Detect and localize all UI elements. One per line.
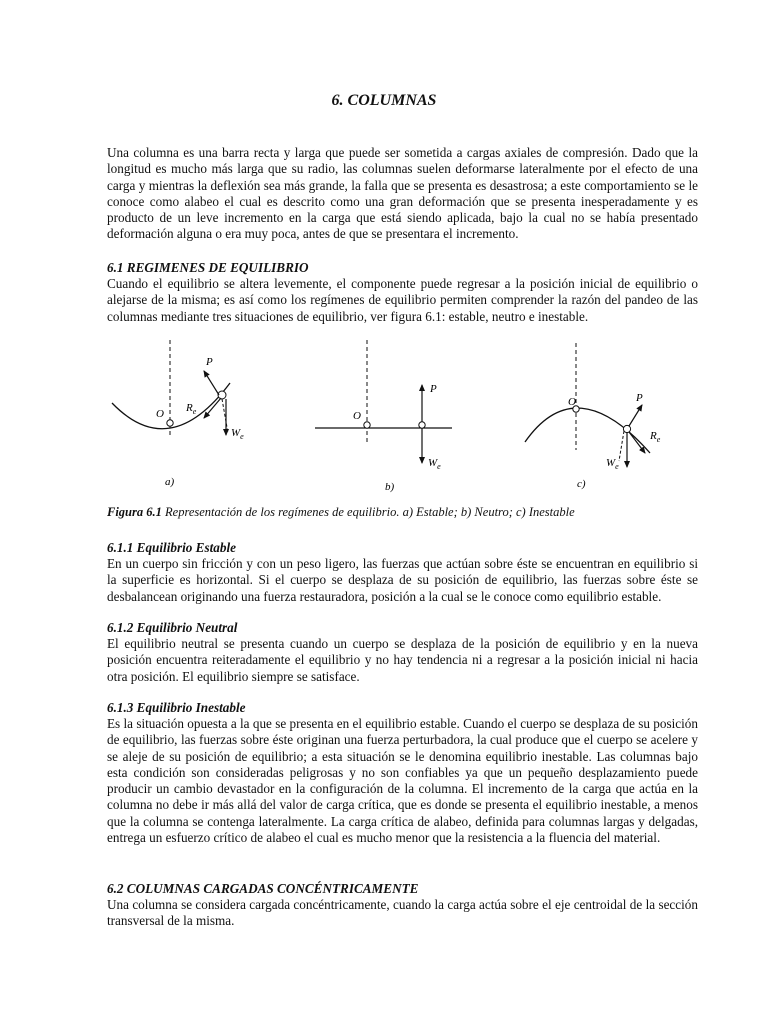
figure-caption bbox=[107, 505, 575, 520]
page-title: 6. COLUMNAS bbox=[331, 92, 437, 109]
heading-6-1: 6.1 REGIMENES DE EQUILIBRIO bbox=[107, 260, 309, 275]
equilibrium-ball-a bbox=[167, 420, 173, 426]
equilibrium-figure bbox=[100, 335, 680, 500]
diagram-stable bbox=[112, 340, 244, 488]
paragraph-6-2: Una columna se considera cargada concéntricamente, cuando la carga actúa sobre el eje centroidal de la sección transversal de la misma. bbox=[107, 897, 698, 929]
label-p-c: P bbox=[636, 392, 643, 404]
convex-surface bbox=[525, 408, 650, 453]
intro-paragraph: Una columna es una barra recta y larga que puede ser sometida a cargas axiales de compresión. Dado que la longitud es mucho más larga que su radio, las columnas suelen deformarse lateralmente por el efecto de una carga y mientras la deflexión sea más grande, la falla que se presenta es desastrosa; a este comportamiento se le conoce como alabeo el cual es descrito como una gran deformación que se presenta inesperadamente y es producto de un leve incremento en la carga que está siendo aplicada, bajo la cual no se había presentado deformación alguna o era muy poca, antes de que se presentara el incremento. bbox=[107, 145, 698, 242]
normal-line-a bbox=[222, 399, 228, 433]
displaced-ball-c bbox=[623, 425, 630, 432]
heading-6-1-2: 6.1.2 Equilibrio Neutral bbox=[107, 620, 238, 635]
label-o-a: O bbox=[156, 408, 164, 420]
figure-caption-text: Representación de los regímenes de equilibrio. a) Estable; b) Neutro; c) Inestable bbox=[165, 505, 575, 519]
displaced-ball-a bbox=[218, 391, 226, 399]
normal-line-c bbox=[619, 431, 624, 461]
force-p-arrow-c bbox=[629, 405, 642, 426]
force-r-arrow-a bbox=[204, 398, 221, 418]
label-p-b: P bbox=[430, 383, 437, 395]
label-r-c: $R_e$ bbox=[650, 430, 661, 444]
heading-6-1-3: 6.1.3 Equilibrio Inestable bbox=[107, 700, 246, 715]
label-o-c: O bbox=[568, 396, 576, 408]
displaced-ball-b bbox=[419, 422, 425, 428]
label-w-a: $W_e$ bbox=[231, 427, 244, 441]
label-sub-b: b) bbox=[385, 481, 395, 493]
label-o-b: O bbox=[353, 410, 361, 422]
heading-6-2: 6.2 COLUMNAS CARGADAS CONCÉNTRICAMENTE bbox=[107, 881, 419, 896]
equilibrium-ball-b bbox=[364, 422, 370, 428]
paragraph-6-1-2: El equilibrio neutral se presenta cuando un cuerpo se desplaza de la posición de equilibrio y en la nueva posición encuentra reiteradamente el equilibrio y no hay tendencia ni a regresar a la posición inicial ni hacia otra posición. El equilibrio siempre se satisface. bbox=[107, 636, 698, 684]
label-sub-a: a) bbox=[165, 476, 175, 488]
label-w-c: $W_e$ bbox=[606, 457, 619, 471]
paragraph-6-1-3: Es la situación opuesta a la que se presenta en el equilibrio estable. Cuando el cuerpo se desplaza de su posición de equilibrio, las fuerzas sobre éste originan una fuerza perturbadora, la cual produce que el cuerpo se acelere y se aleje de su posición de equilibrio; a esta situación se le denomina equilibrio inestable. Las columnas bajo esta condición son consideradas peligrosas y no son confiables ya que un pequeño desplazamiento puede producir un cambio devastador en la configuración de la columna. El incremento de la carga que actúa en la columna no debe ir más allá del valor de carga crítica, que es donde se presenta el equilibrio inestable, a menos que la columna se contenga lateralmente. La carga crítica de alabeo, definida para columnas largas y delgadas, entrega un esfuerzo crítico de alabeo el cual es mucho menor que la resistencia a la fluencia del material. bbox=[107, 716, 698, 846]
label-sub-c: c) bbox=[577, 478, 586, 490]
label-r-a: $R_e$ bbox=[186, 402, 197, 416]
force-p-arrow-a bbox=[204, 371, 219, 395]
paragraph-6-1: Cuando el equilibrio se altera levemente, el componente puede regresar a la posición inicial de equilibrio o alejarse de la misma; es así como los regímenes de equilibrio permiten comprender la razón del pandeo de las columnas mediante tres situaciones de equilibrio, ver figura 6.1: estable, neutro e inestable. bbox=[107, 276, 698, 324]
diagram-unstable bbox=[525, 343, 661, 490]
paragraph-6-1-1: En un cuerpo sin fricción y con un peso ligero, las fuerzas que actúan sobre éste se encuentran en equilibrio si la superficie es horizontal. Si el cuerpo se desplaza de su posición de equilibrio, las fuerzas sobre éste se desbalancean originando una fuerza restauradora, posición a la cual se le conoce como equilibrio estable. bbox=[107, 556, 698, 604]
figure-label: Figura 6.1 bbox=[107, 505, 162, 519]
label-w-b: $W_e$ bbox=[428, 457, 441, 471]
label-p-a: P bbox=[206, 356, 213, 368]
force-r-arrow-c bbox=[629, 432, 645, 453]
heading-6-1-1: 6.1.1 Equilibrio Estable bbox=[107, 540, 236, 555]
diagram-neutral bbox=[315, 340, 452, 493]
